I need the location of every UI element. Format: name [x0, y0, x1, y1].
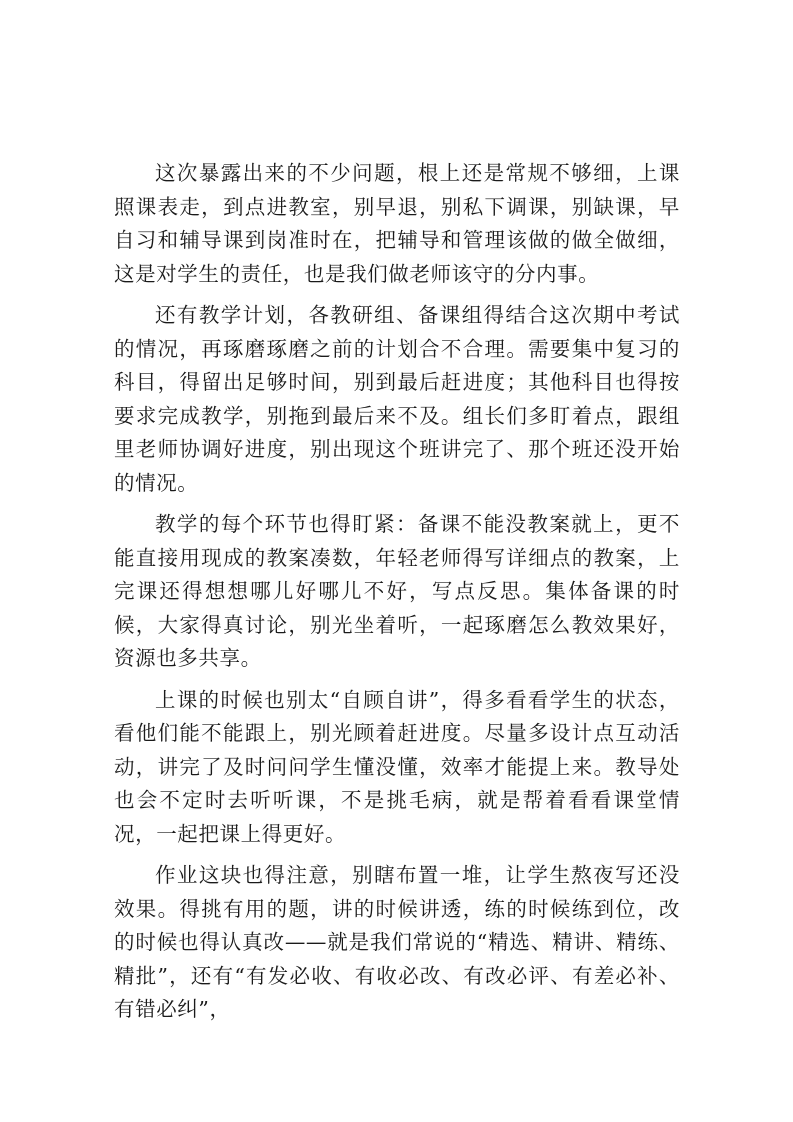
paragraph-homework: 作业这块也得注意，别瞎布置一堆，让学生熬夜写还没效果。得挑有用的题，讲的时候讲透，练的时候练到位，改的时候也得认真改——就是我们常说的“精选、精讲、精练、精批”，还有“有发必收、有收必改、有改必评、有差必补、有错必纠”，	[114, 863, 680, 1021]
paragraph-routine-issues: 这次暴露出来的不少问题，根上还是常规不够细，上课照课表走，到点进教室，别早退，别私下调课，别缺课，早自习和辅导课到岗准时在，把辅导和管理该做的做全做细，这是对学生的责任，也是我们做老师该守的分内事。	[114, 161, 680, 286]
document-body	[114, 157, 680, 1035]
paragraph-classroom-teaching: 上课的时候也别太“自顾自讲”，得多看看学生的状态，看他们能不能跟上，别光顾着赶进度。尽量多设计点互动活动，讲完了及时问问学生懂没懂，效率才能提上来。教导处也会不定时去听听课，不是挑毛病，就是帮着看看课堂情况，一起把课上得更好。	[114, 687, 680, 846]
paragraph-lesson-preparation: 教学的每个环节也得盯紧：备课不能没教案就上，更不能直接用现成的教案凑数，年轻老师得写详细点的教案，上完课还得想想哪儿好哪儿不好，写点反思。集体备课的时候，大家得真讨论，别光坐着听，一起琢磨怎么教效果好，资源也多共享。	[114, 512, 680, 670]
paragraph-teaching-plan: 还有教学计划，各教研组、备课组得结合这次期中考试的情况，再琢磨琢磨之前的计划合不合理。需要集中复习的科目，得留出足够时间，别到最后赶进度；其他科目也得按要求完成教学，别拖到最后来不及。组长们多盯着点，跟组里老师协调好进度，别出现这个班讲完了、那个班还没开始的情况。	[114, 303, 680, 495]
